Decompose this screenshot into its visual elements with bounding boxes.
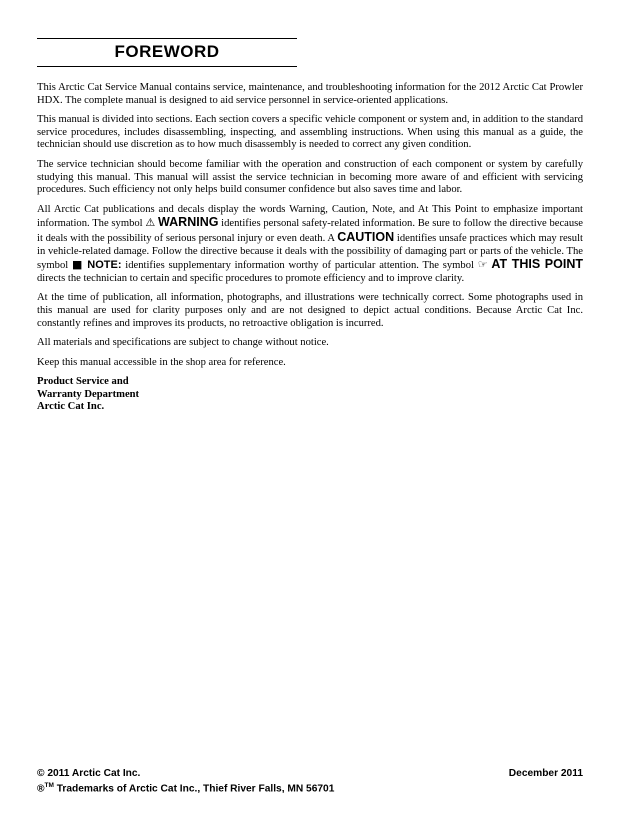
note-keyword: NOTE: bbox=[87, 259, 122, 272]
registered-mark: ® bbox=[37, 783, 45, 795]
heading-rule-top bbox=[37, 38, 297, 39]
paragraph-symbols bbox=[37, 204, 583, 286]
note-square-icon: ■ bbox=[71, 258, 84, 272]
symbols-text-b: identifies personal safety-related information. Be sure to follow the directive because it deals with the possibility of serious personal injury or even death. A bbox=[37, 218, 583, 244]
paragraph-intro: This Arctic Cat Service Manual contains service, maintenance, and troubleshooting information for the 2012 Arctic Cat Prowler HDX. The complete manual is designed to aid service personnel in service-oriented applications. bbox=[37, 82, 583, 106]
signature-line: Arctic Cat Inc. bbox=[37, 401, 105, 413]
warning-triangle-icon: ⚠ bbox=[145, 216, 156, 230]
foreword-body bbox=[37, 82, 583, 414]
footer-line-trademark bbox=[37, 782, 583, 794]
warning-keyword: WARNING bbox=[158, 215, 219, 230]
footer-line-copyright bbox=[37, 768, 583, 779]
heading-rule-bottom bbox=[37, 66, 297, 67]
symbols-text-d: identifies supplementary information worthy of particular attention. The symbol bbox=[121, 260, 478, 272]
symbols-text-c: identifies unsafe practices which may result in vehicle-related damage. Follow the directive because it deals with the possibility of damaging part or parts of the vehicle. The symbol bbox=[37, 232, 583, 272]
signature-block bbox=[37, 376, 583, 413]
paragraph-sections: This manual is divided into sections. Each section covers a specific vehicle component or system and, in addition to the standard service procedures, includes disassembling, inspecting, and assembling instructions. When using this manual as a guide, the technician should use discretion as to how much disassembly is needed to correct any given condition. bbox=[37, 114, 583, 151]
copyright-text: © 2011 Arctic Cat Inc. bbox=[37, 768, 141, 779]
symbols-text-a: All Arctic Cat publications and decals display the words Warning, Caution, Note, and At This Point to emphasize important information. The symbol bbox=[37, 203, 583, 230]
page-title: FOREWORD bbox=[114, 42, 220, 61]
trademark-superscript: TM bbox=[44, 782, 54, 789]
signature-line: Warranty Department bbox=[37, 388, 140, 400]
trademark-text: Trademarks of Arctic Cat Inc., Thief River Falls, MN 56701 bbox=[53, 783, 335, 795]
symbols-text-e: directs the technician to certain and specific procedures to promote efficiency and to improve clarity. bbox=[37, 272, 465, 284]
paragraph-technician: The service technician should become familiar with the operation and construction of each component or system by carefully studying this manual. This manual will assist the service technician in becoming more aware of and efficient with servicing procedures. Such efficiency not only helps build consumer confidence but also saves time and labor. bbox=[37, 158, 583, 196]
signature-line: Product Service and bbox=[37, 376, 129, 388]
pointing-hand-icon: ☞ bbox=[477, 258, 488, 272]
at-this-point-keyword: AT THIS POINT bbox=[491, 257, 583, 272]
publication-date: December 2011 bbox=[508, 768, 583, 779]
paragraph-publication: At the time of publication, all information, photographs, and illustrations were technically correct. Some photographs used in this manual are used for clarity purposes only and are not designed to depict actual conditions. Because Arctic Cat Inc. constantly refines and improves its products, no retroactive obligation is incurred. bbox=[37, 292, 583, 329]
paragraph-keep-manual: Keep this manual accessible in the shop area for reference. bbox=[37, 356, 286, 368]
caution-keyword: CAUTION bbox=[337, 229, 395, 244]
paragraph-change-notice: All materials and specifications are subject to change without notice. bbox=[37, 337, 329, 349]
